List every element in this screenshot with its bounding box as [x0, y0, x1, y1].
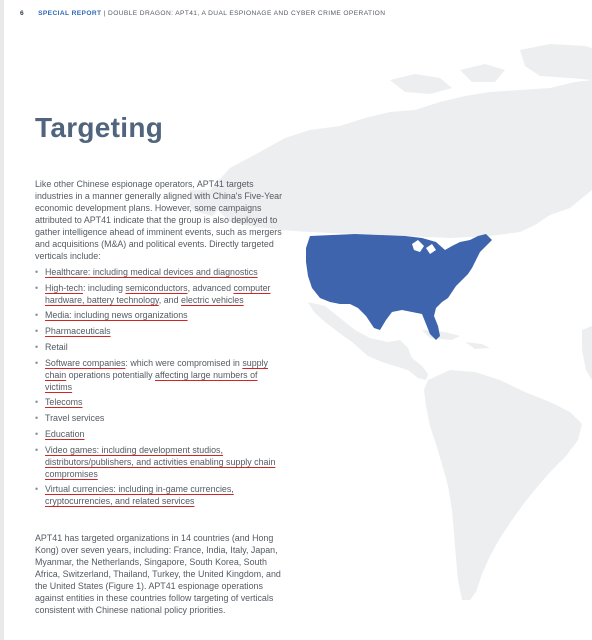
list-item	[35, 342, 285, 354]
list-item	[35, 445, 285, 480]
underlined-text: supply chain	[45, 358, 268, 380]
underlined-text: Virtual currencies: including in-game currencies, cryptocurrencies, and related services	[45, 484, 234, 507]
list-item-text: : which were compromised in	[125, 358, 243, 369]
bullet-icon: •	[35, 326, 39, 337]
list-item-text: Travel services	[45, 413, 105, 424]
underlined-text: Education	[45, 429, 85, 440]
bullet-icon: •	[35, 484, 39, 495]
list-item	[35, 484, 285, 507]
list-item	[35, 283, 285, 306]
header-separator: |	[101, 10, 109, 17]
underlined-text: Media: including news organizations	[45, 310, 188, 321]
bullet-icon: •	[35, 267, 39, 277]
list-item-text: , and	[158, 294, 182, 305]
bullet-icon: •	[35, 445, 39, 456]
bullet-icon: •	[35, 310, 39, 321]
list-item	[35, 326, 285, 338]
underlined-text: computer hardware, battery technology	[45, 282, 271, 305]
bullet-icon: •	[35, 282, 39, 293]
land-africa-edge	[582, 326, 592, 380]
underlined-text: Software companies	[45, 358, 126, 369]
list-item	[35, 429, 285, 441]
list-item-text: Retail	[45, 342, 68, 353]
list-item	[35, 397, 285, 409]
section-label: SPECIAL REPORT	[38, 10, 102, 17]
closing-paragraph: APT41 has targeted organizations in 14 countries (and Hong Kong) over seven years, including: France, India, Italy, Japan, Myanmar, the Netherlands, Singapore, South Korea, South Africa, Switzerland, Thailand, Turkey, the United Kingdom, and the United States (Figure 1). APT41 espionage operations against entities in these countries follow targeting of verticals consistent with Chinese national policy priorities.	[35, 533, 281, 615]
report-title: DOUBLE DRAGON: APT41, A DUAL ESPIONAGE AND CYBER CRIME OPERATION	[108, 10, 386, 17]
list-item-text: , advanced	[187, 282, 234, 293]
land-greenland	[520, 44, 592, 80]
underlined-text: Telecoms	[45, 397, 83, 408]
page-edge-shadow	[0, 0, 4, 640]
land-caribbean	[422, 330, 460, 340]
land-south-america	[424, 370, 582, 600]
bullet-icon: •	[35, 413, 39, 424]
list-item-text: : including	[82, 282, 126, 293]
underlined-text: affecting large numbers of victims	[45, 369, 258, 392]
list-item-text: operations potentially	[66, 369, 156, 380]
intro-paragraph: Like other Chinese espionage operators, APT41 targets industries in a manner generally aligned with China's Five-Year economic development plans. However, some campaigns attributed to APT41 indicate that the group is also deployed to gather intelligence ahead of imminent events, such as mergers and acquisitions (M&A) and political events. Directly targeted verticals include:	[35, 179, 283, 261]
bullet-icon: •	[35, 358, 39, 369]
underlined-text: High-tech	[45, 282, 83, 293]
underlined-text: Video games: including development studios, distributors/publishers, and activities enabling supply chain compromises	[45, 445, 276, 479]
underlined-text: semiconductors	[125, 282, 188, 293]
underlined-text: Healthcare: including medical devices and diagnostics	[45, 267, 258, 277]
list-item	[35, 413, 285, 425]
bullet-icon: •	[35, 342, 39, 353]
underlined-text: Pharmaceuticals	[45, 326, 111, 337]
bullet-icon: •	[35, 429, 39, 440]
list-item	[35, 358, 285, 393]
bullet-icon: •	[35, 397, 39, 408]
underlined-text: electric vehicles	[181, 294, 244, 305]
land-arctic-islands	[390, 74, 452, 94]
list-item	[35, 267, 285, 279]
page-title: Targeting	[35, 112, 164, 143]
targeted-verticals-list	[35, 267, 285, 512]
list-item	[35, 310, 285, 322]
page-number: 6	[20, 10, 25, 17]
running-header	[20, 10, 385, 17]
